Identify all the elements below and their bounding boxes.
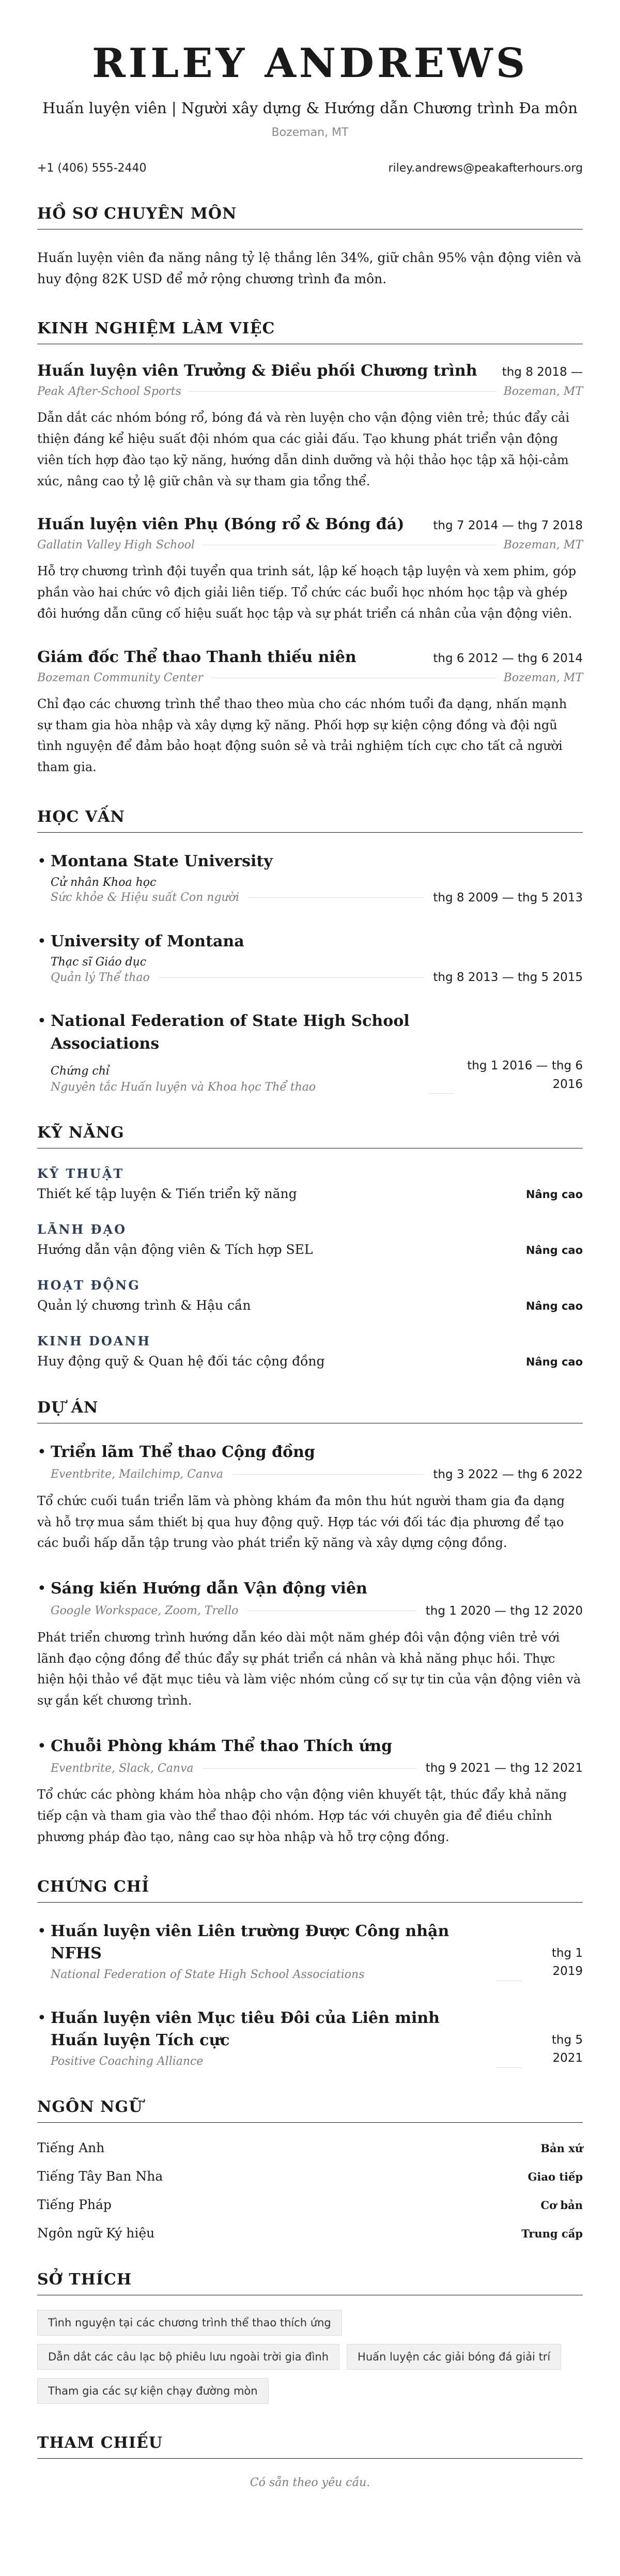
job-description: Dẫn dắt các nhóm bóng rổ, bóng đá và rèn luyện cho vận động viên trẻ; thúc đẩy cải thiện đáng kể hiệu suất đội nhóm qua các giải đấu. Tạo khung phát triển vận động viên tích hợp đào tạo kỹ năng, hướng dẫn dinh dưỡng và hội thảo học tập xã hội-cảm xúc, nâng cao tỷ lệ giữ chân và sự tham gia tổng thể.	[37, 410, 570, 488]
bullet-icon: •	[37, 852, 47, 871]
skill-group	[37, 1166, 583, 1201]
bullet-icon: •	[37, 1580, 47, 1598]
section-title: KỸ NĂNG	[37, 1124, 583, 1148]
references-section	[37, 2434, 583, 2489]
school-name: Montana State University	[51, 852, 273, 871]
job-org: Gallatin Valley High School	[37, 539, 195, 552]
skill-level: Nâng cao	[525, 1300, 583, 1313]
interests-section	[37, 2271, 583, 2404]
skill-name: Quản lý chương trình & Hậu cần	[37, 1298, 251, 1313]
skill-name: Huy động quỹ & Quan hệ đối tác cộng đồng	[37, 1354, 325, 1369]
language-row	[37, 2169, 583, 2184]
project-entry	[37, 1735, 583, 1848]
skill-group	[37, 1278, 583, 1313]
section-title: THAM CHIẾU	[37, 2434, 583, 2459]
email: riley.andrews@peakafterhours.org	[388, 161, 583, 175]
project-entry	[37, 1441, 583, 1554]
leader-line	[429, 1093, 455, 1094]
section-title: HỌC VẤN	[37, 808, 583, 833]
interest-tag: Dẫn dắt các câu lạc bộ phiêu lưu ngoài trời gia đình	[37, 2344, 339, 2370]
skill-category: LÃNH ĐẠO	[37, 1222, 127, 1237]
language-name: Ngôn ngữ Ký hiệu	[37, 2225, 155, 2241]
education-dates: thg 1 2016 — thg 6 2016	[467, 1059, 583, 1091]
field-of-study: Quản lý Thể thao	[51, 971, 150, 984]
skill-group	[37, 1333, 583, 1369]
certification-date: thg 5 2021	[551, 2033, 583, 2065]
interest-tags	[37, 2310, 583, 2404]
interest-tag: Tình nguyện tại các chương trình thể thao thích ứng	[37, 2310, 342, 2336]
job-location: Bozeman, MT	[503, 385, 583, 398]
leader-line	[249, 897, 424, 898]
language-level: Giao tiếp	[528, 2170, 583, 2183]
project-description: Tổ chức các phòng khám hòa nhập cho vận động viên khuyết tật, thúc đẩy khả năng tiếp cận và tham gia vào thể thao đội nhóm. Hợp tác với chuyên gia để điều chỉnh phương pháp đào tạo, nâng cao sự hòa nhập và hỗ trợ cộng đồng.	[37, 1787, 567, 1845]
project-name: Chuỗi Phòng khám Thể thao Thích ứng	[51, 1737, 393, 1755]
education-dates: thg 8 2009 — thg 5 2013	[433, 891, 583, 904]
job-description: Chỉ đạo các chương trình thể thao theo mùa cho các nhóm tuổi đa dạng, nhấn mạnh sự tham gia hòa nhập và xây dựng kỹ năng. Phối hợp sự kiện cộng đồng và đội ngũ tình nguyện để đảm bảo hoạt động suôn sẻ và trải nghiệm tích cực cho tất cả người tham gia.	[37, 696, 567, 775]
phone: +1 (406) 555-2440	[37, 161, 147, 175]
language-row	[37, 2226, 583, 2241]
skill-name: Thiết kế tập luyện & Tiến triển kỹ năng	[37, 1186, 297, 1202]
section-title: SỞ THÍCH	[37, 2271, 583, 2295]
certification-entry	[37, 1920, 583, 1981]
language-row	[37, 2197, 583, 2212]
project-description: Tổ chức cuối tuần triển lãm và phòng khám đa môn thu hút người tham gia đa dạng và hỗ trợ mua sắm thiết bị qua huy động quỹ. Hợp tác với đối tác địa phương để tạo các buổi hấp dẫn tập trung vào phát triển kỹ năng và xây dựng cộng đồng.	[37, 1493, 565, 1551]
certification-issuer: National Federation of State High School Associations	[51, 1968, 365, 1981]
degree: Thạc sĩ Giáo dục	[51, 956, 147, 969]
language-name: Tiếng Tây Ban Nha	[37, 2168, 163, 2184]
projects-section	[37, 1399, 583, 1847]
language-name: Tiếng Anh	[37, 2140, 105, 2155]
project-description: Phát triển chương trình hướng dẫn kéo dài một năm ghép đôi vận động viên trẻ với lãnh đạo cộng đồng để thúc đẩy sự phát triển cá nhân và khả năng phục hồi. Thực hiện hội thảo về đặt mục tiêu và làm việc nhóm củng cố sự tự tin của vận động viên và sự gắn kết chương trình.	[37, 1630, 581, 1708]
job-location: Bozeman, MT	[503, 671, 583, 684]
skill-level: Nâng cao	[525, 1244, 583, 1257]
job-dates: thg 6 2012 — thg 6 2014	[433, 651, 583, 665]
leader-line	[203, 1768, 416, 1769]
certification-date: thg 1 2019	[551, 1946, 583, 1979]
job-dates: thg 8 2018 —	[502, 365, 583, 379]
education-section	[37, 808, 583, 1094]
skill-group	[37, 1222, 583, 1257]
interest-tag: Tham gia các sự kiện chạy đường mòn	[37, 2378, 269, 2404]
job-entry	[37, 362, 583, 492]
section-title: NGÔN NGỮ	[37, 2098, 583, 2123]
section-title: KINH NGHIỆM LÀM VIỆC	[37, 319, 583, 344]
education-dates: thg 8 2013 — thg 5 2015	[433, 971, 583, 985]
job-title: Huấn luyện viên Trưởng & Điều phối Chương trình	[37, 362, 477, 380]
certification-name: Huấn luyện viên Liên trường Được Công nhận NFHS	[51, 1922, 450, 1963]
job-dates: thg 7 2014 — thg 7 2018	[433, 519, 583, 533]
language-level: Trung cấp	[521, 2227, 583, 2240]
leader-line	[189, 391, 497, 392]
education-entry	[37, 930, 583, 985]
project-dates: thg 3 2022 — thg 6 2022	[433, 1467, 583, 1481]
section-title: DỰ ÁN	[37, 1399, 583, 1423]
job-location: Bozeman, MT	[503, 539, 583, 552]
bullet-icon: •	[37, 1922, 47, 1940]
education-entry	[37, 850, 583, 904]
skill-category: KỸ THUẬT	[37, 1166, 125, 1182]
leader-line	[496, 2067, 522, 2068]
school-name: University of Montana	[51, 932, 244, 950]
section-title: HỒ SƠ CHUYÊN MÔN	[37, 205, 583, 229]
contact-row	[37, 162, 583, 175]
bullet-icon: •	[37, 932, 47, 950]
job-description: Hỗ trợ chương trình đội tuyển qua trinh sát, lập kế hoạch tập luyện và xem phim, góp phần vào hai chức vô địch giải liên tiếp. Tổ chức các buổi học nhóm học tập và ghép đôi hướng dẫn cũng cố hiệu suất học tập và sự phát triển cá nhân của vận động viên.	[37, 564, 577, 621]
project-tools: Eventbrite, Slack, Canva	[51, 1761, 194, 1775]
language-level: Cơ bản	[540, 2198, 583, 2212]
languages-section	[37, 2098, 583, 2241]
job-title: Huấn luyện viên Phụ (Bóng rổ & Bóng đá)	[37, 515, 405, 534]
certification-issuer: Positive Coaching Alliance	[51, 2054, 204, 2068]
project-dates: thg 9 2021 — thg 12 2021	[425, 1761, 583, 1775]
field-of-study: Sức khỏe & Hiệu suất Con người	[51, 891, 240, 904]
project-name: Sáng kiến Hướng dẫn Vận động viên	[51, 1580, 367, 1598]
project-tools: Eventbrite, Mailchimp, Canva	[51, 1468, 223, 1481]
project-entry	[37, 1577, 583, 1711]
job-title: Giám đốc Thể thao Thanh thiếu niên	[37, 648, 357, 666]
job-org: Peak After-School Sports	[37, 385, 181, 398]
skills-section	[37, 1124, 583, 1369]
location: Bozeman, MT	[271, 126, 349, 139]
candidate-name: RILEY ANDREWS	[91, 40, 529, 87]
skill-name: Hướng dẫn vận động viên & Tích hợp SEL	[37, 1242, 313, 1258]
summary-section	[37, 205, 583, 290]
degree: Chứng chỉ	[51, 1065, 110, 1078]
skill-level: Nâng cao	[525, 1356, 583, 1369]
job-entry	[37, 648, 583, 778]
bullet-icon: •	[37, 1443, 47, 1462]
headline: Huấn luyện viên | Người xây dựng & Hướng dẫn Chương trình Đa môn	[42, 99, 578, 117]
bullet-icon: •	[37, 1737, 47, 1755]
summary-text: Huấn luyện viên đa năng nâng tỷ lệ thắng lên 34%, giữ chân 95% vận động viên và huy động 82K USD để mở rộng chương trình đa môn.	[37, 250, 582, 287]
job-org: Bozeman Community Center	[37, 671, 203, 684]
bullet-icon: •	[37, 2008, 47, 2027]
job-entry	[37, 515, 583, 624]
skill-category: KINH DOANH	[37, 1333, 151, 1349]
skill-level: Nâng cao	[525, 1188, 583, 1201]
education-entry	[37, 1010, 583, 1094]
language-level: Bản xứ	[540, 2141, 583, 2155]
experience-section	[37, 319, 583, 778]
certification-entry	[37, 2007, 583, 2068]
language-name: Tiếng Pháp	[37, 2197, 112, 2212]
certifications-section	[37, 1878, 583, 2068]
degree: Cử nhân Khoa học	[51, 876, 157, 889]
leader-line	[233, 1474, 424, 1475]
bullet-icon: •	[37, 1012, 47, 1031]
references-text: Có sẵn theo yêu cầu.	[250, 2476, 370, 2489]
interest-tag: Huấn luyện các giải bóng đá giải trí	[347, 2344, 561, 2370]
project-dates: thg 1 2020 — thg 12 2020	[425, 1604, 583, 1618]
language-row	[37, 2140, 583, 2155]
project-tools: Google Workspace, Zoom, Trello	[51, 1604, 239, 1618]
field-of-study: Nguyên tắc Huấn luyện và Khoa học Thể thao	[51, 1081, 316, 1094]
school-name: National Federation of State High School Associations	[51, 1012, 410, 1053]
leader-line	[159, 977, 424, 978]
skill-category: HOẠT ĐỘNG	[37, 1278, 141, 1293]
section-title: CHỨNG CHỈ	[37, 1878, 583, 1903]
project-name: Triển lãm Thể thao Cộng đồng	[51, 1443, 315, 1462]
certification-name: Huấn luyện viên Mục tiêu Đôi của Liên minh Huấn luyện Tích cực	[51, 2008, 440, 2050]
